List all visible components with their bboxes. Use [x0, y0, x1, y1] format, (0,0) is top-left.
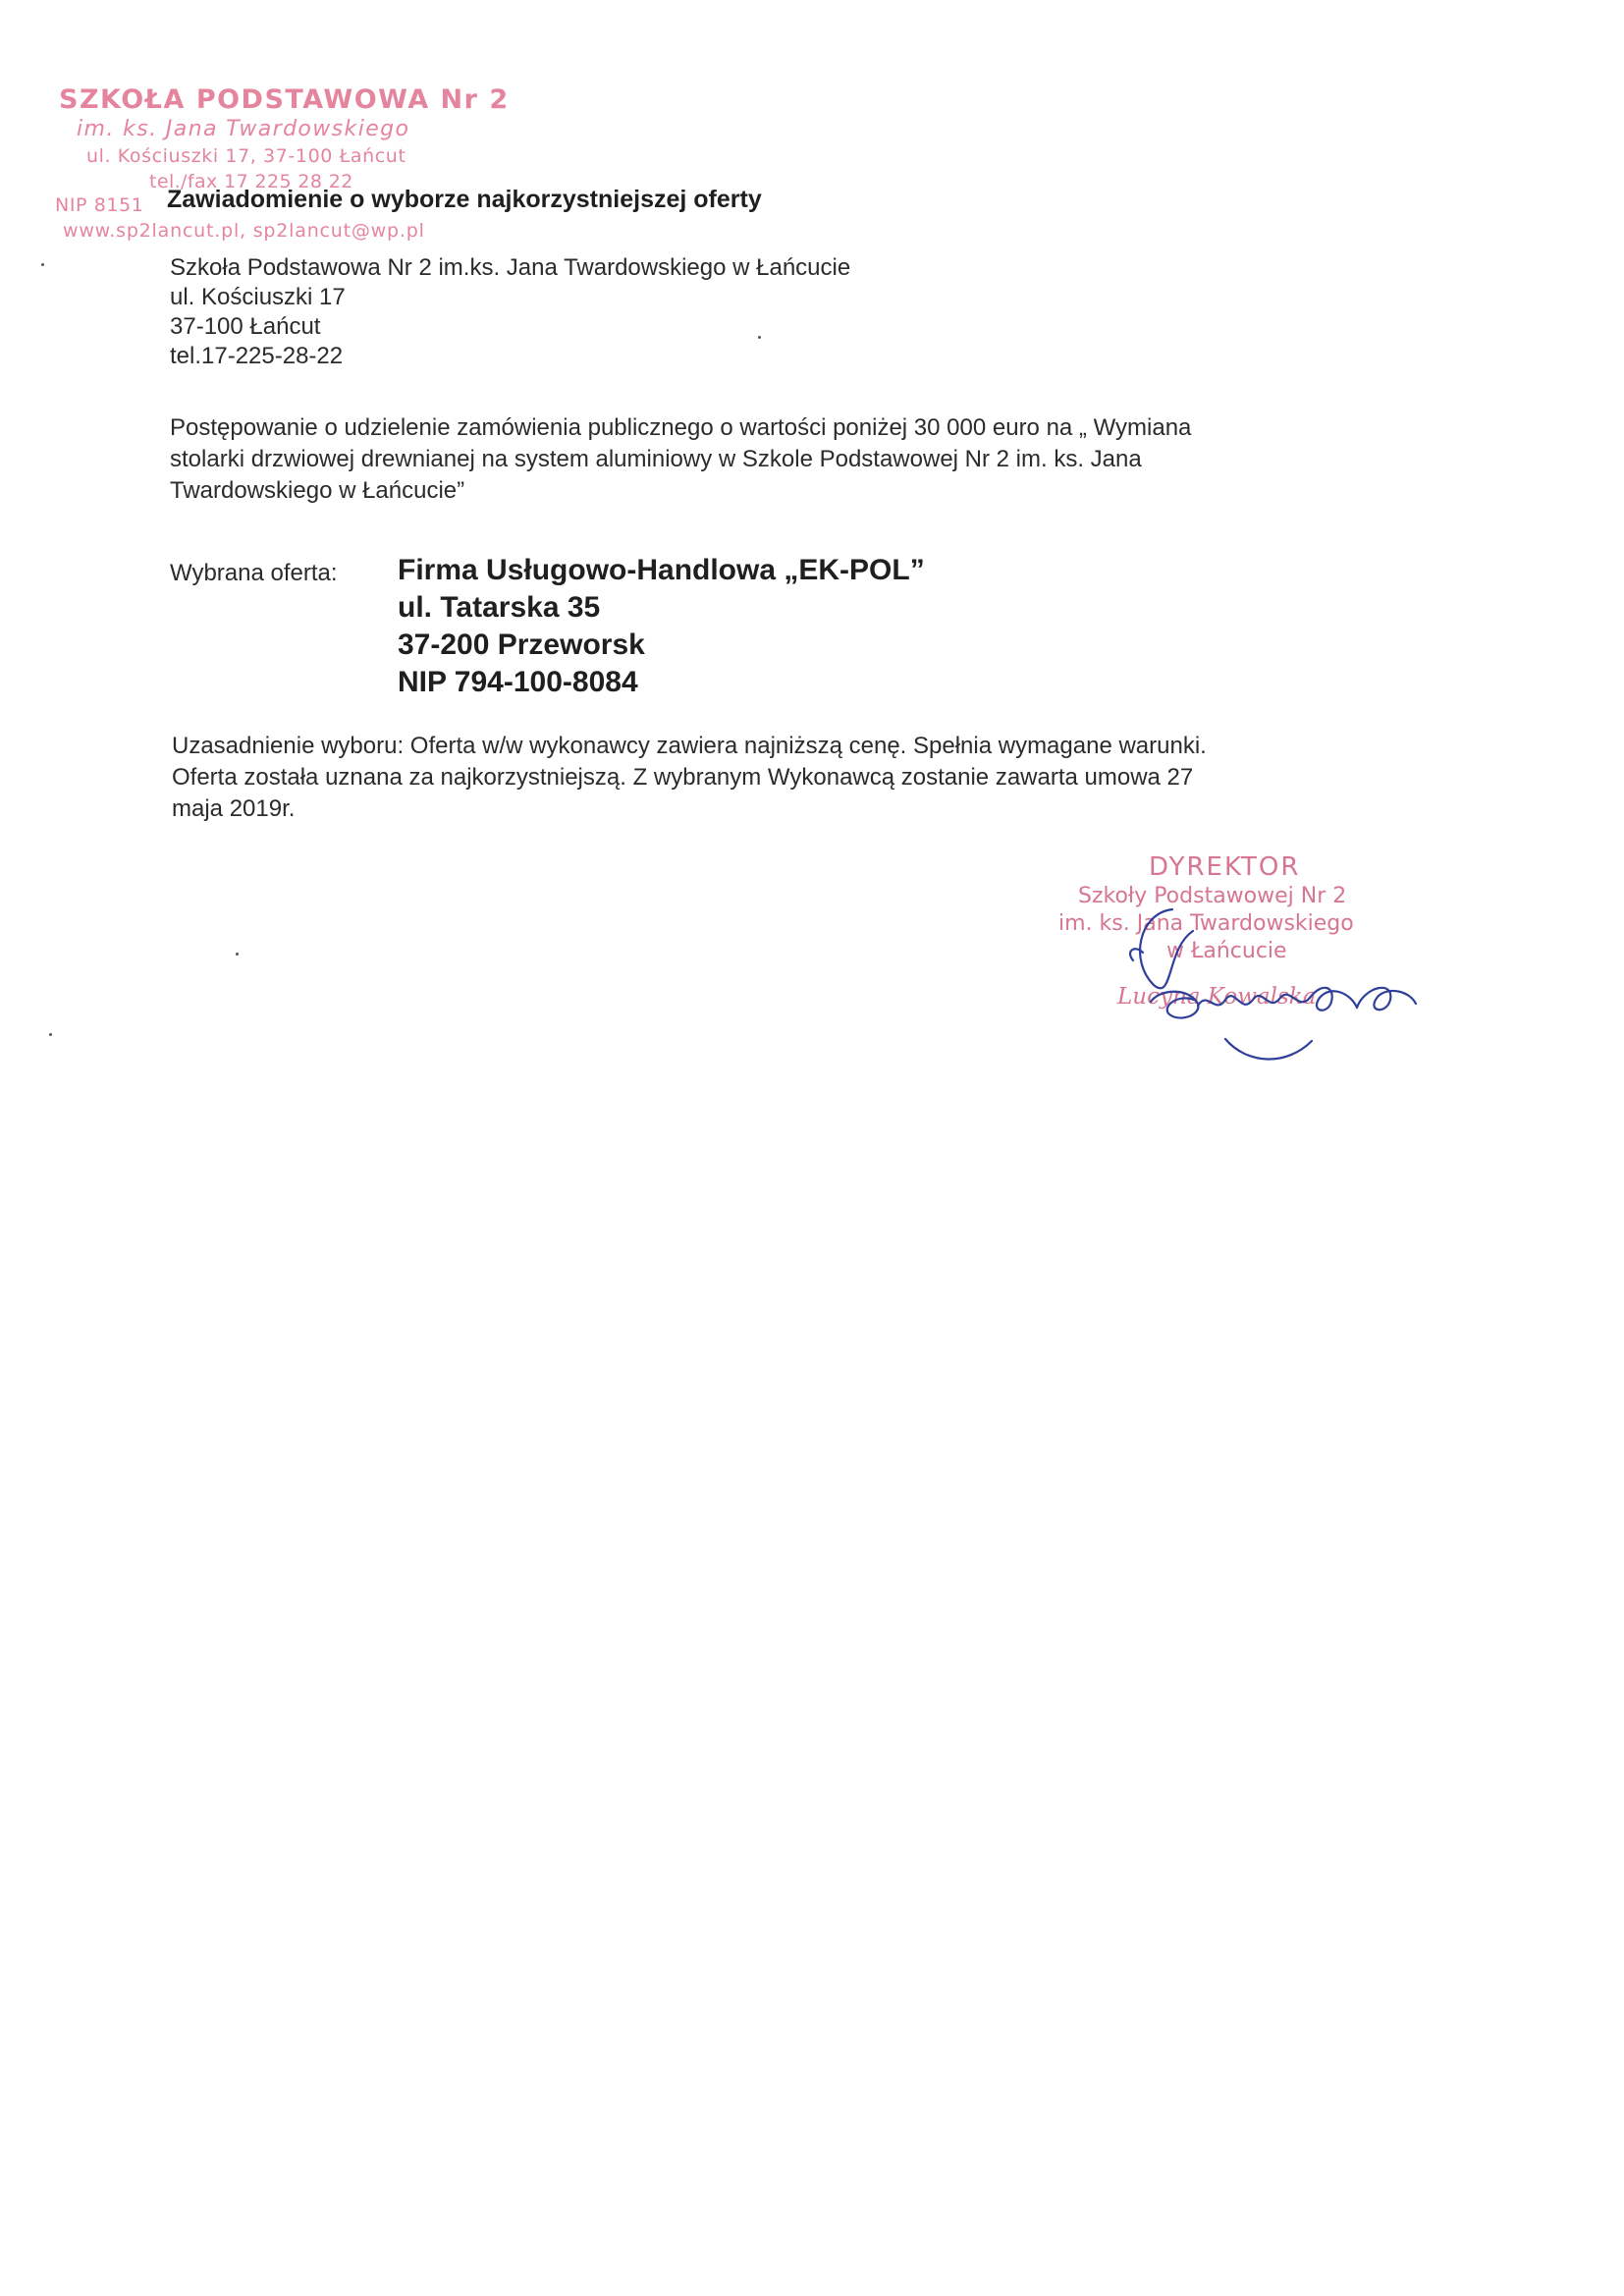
scan-speck	[49, 1033, 52, 1036]
scan-speck	[41, 263, 44, 266]
director-patron: im. ks. Jana Twardowskiego	[1058, 911, 1354, 936]
scan-speck	[758, 336, 761, 339]
procedure-line: stolarki drzwiowej drewnianej na system aluminiowy w Szkole Podstawowej Nr 2 im. ks. Jana	[170, 446, 1142, 472]
signature-stroke	[1357, 988, 1416, 1010]
document-title: Zawiadomienie o wyborze najkorzystniejszej oferty	[167, 186, 762, 213]
authority-name: Szkoła Podstawowa Nr 2 im.ks. Jana Twardowskiego w Łańcucie	[170, 254, 851, 281]
signature-stroke	[1225, 1039, 1312, 1060]
procedure-line: Twardowskiego w Łańcucie”	[170, 477, 465, 504]
offer-street: ul. Tatarska 35	[398, 591, 601, 624]
authority-city: 37-100 Łańcut	[170, 313, 321, 340]
selected-offer-block	[398, 552, 925, 701]
offer-city: 37-200 Przeworsk	[398, 629, 645, 661]
signature-stroke	[1310, 988, 1357, 1011]
director-title: DYREKTOR	[1149, 852, 1301, 882]
authority-street: ul. Kościuszki 17	[170, 284, 346, 310]
justification-paragraph	[172, 732, 1207, 826]
authority-phone: tel.17-225-28-22	[170, 343, 344, 369]
director-stamp	[1041, 852, 1434, 1049]
procedure-paragraph	[170, 413, 1191, 508]
stamp-school-nip: NIP 8151	[55, 194, 144, 216]
stamp-school-web: www.sp2lancut.pl, sp2lancut@wp.pl	[63, 220, 425, 242]
signature-stroke	[1198, 995, 1310, 1006]
handwritten-signature	[1100, 892, 1483, 1068]
offer-company-name: Firma Usługowo-Handlowa „EK-POL”	[398, 554, 925, 586]
stamp-school-phone: tel./fax 17 225 28 22	[149, 171, 353, 192]
director-name: Lucyna Kowalska	[1117, 984, 1317, 1010]
scan-speck	[236, 953, 239, 956]
contracting-authority-block	[170, 253, 850, 371]
justification-line: Oferta została uznana za najkorzystniejszą. Z wybranym Wykonawcą zostanie zawarta umowa 27	[172, 764, 1194, 791]
signature-stroke	[1151, 992, 1198, 1018]
offer-nip: NIP 794-100-8084	[398, 666, 638, 698]
justification-line: Uzasadnienie wyboru: Oferta w/w wykonawcy zawiera najniższą cenę. Spełnia wymagane warunki.	[172, 733, 1207, 759]
stamp-school-name: SZKOŁA PODSTAWOWA Nr 2	[59, 84, 510, 115]
director-city: w Łańcucie	[1166, 939, 1287, 963]
director-school: Szkoły Podstawowej Nr 2	[1078, 884, 1347, 908]
selected-offer-label: Wybrana oferta:	[170, 560, 338, 586]
stamp-school-patron: im. ks. Jana Twardowskiego	[77, 117, 410, 141]
procedure-line: Postępowanie o udzielenie zamówienia publicznego o wartości poniżej 30 000 euro na „ Wymiana	[170, 414, 1192, 441]
stamp-school-address: ul. Kościuszki 17, 37-100 Łańcut	[86, 145, 406, 167]
signature-stroke	[1140, 909, 1193, 988]
justification-line: maja 2019r.	[172, 795, 296, 822]
